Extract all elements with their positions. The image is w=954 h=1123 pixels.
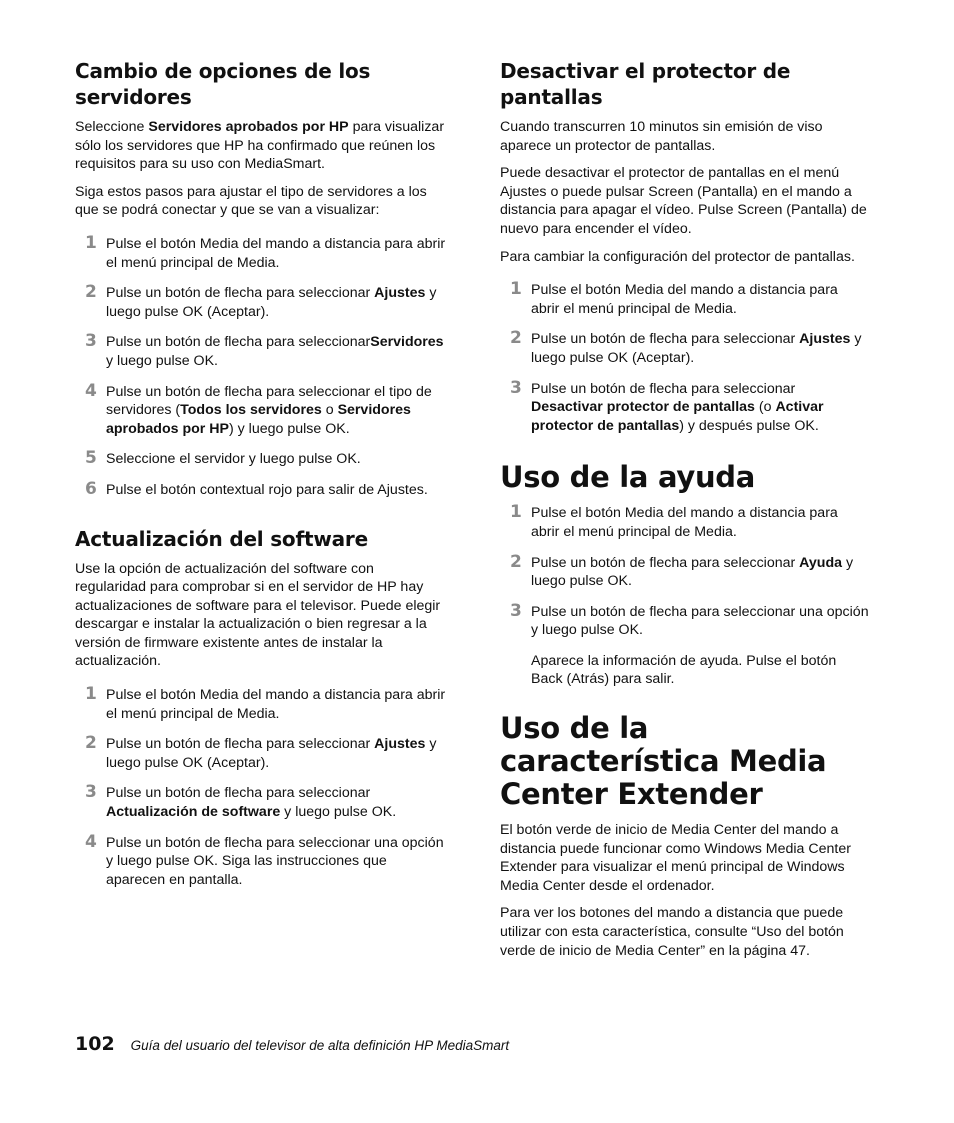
step [500,551,870,591]
text: ) y luego pulse OK. [228,420,350,437]
text: (o [754,399,776,416]
bold-text: Servidores [370,334,444,351]
step-number: 2 [85,282,97,303]
text: Pulse el botón Media del mando a distancia para abrir el menú principal de Media. [531,282,838,317]
paragraph: Para ver los botones del mando a distancia que puede utilizar con esta característica, consulte “Uso del botón verde de inicio de Media Center” en la página 47. [500,905,844,959]
text: Pulse el botón Media del mando a distancia para abrir el menú principal de Media. [106,235,446,271]
steps-list [75,232,447,500]
step-number: 2 [510,328,522,349]
step-number: 5 [85,448,97,469]
text: Pulse un botón de flecha para seleccionar [106,736,375,753]
heading-server-options: Cambio de opciones de los servidores [75,59,371,109]
text: y luego pulse OK. [280,804,397,821]
step-number: 4 [85,831,97,852]
step [75,450,447,469]
paragraph: Siga estos pasos para ajustar el tipo de servidores a los que se podrá conectar y que se van a visualizar: [75,183,427,219]
step [500,504,870,541]
heading-help: Uso de la ayuda [500,460,756,495]
step [500,600,870,640]
step [75,735,447,772]
page-number: 102 [75,1033,115,1055]
text: Pulse un botón de flecha para seleccionar [531,380,796,397]
step [75,232,447,272]
step [500,281,870,318]
step [75,380,447,439]
step-number: 3 [85,782,97,803]
text: Pulse el botón Media del mando a distancia para abrir el menú principal de Media. [531,505,838,540]
step [75,284,447,321]
step-number: 6 [85,478,97,499]
step [500,377,870,436]
bold-text: Activar protector de pantallas [531,399,824,434]
step-number: 1 [510,502,522,523]
bold-text: Todos los servidores [180,402,322,419]
text: Pulse un botón de flecha para seleccionar [106,334,371,351]
bold-text: Servidores aprobados por HP [148,119,349,135]
step [75,784,447,821]
steps-list [75,686,447,889]
step [75,831,447,890]
paragraph [75,118,447,174]
text: o [321,402,338,419]
step [75,333,447,370]
right-column [500,58,870,969]
heading-media-center-extender: Uso de la característica Media Center Extender [500,711,827,812]
bold-text: Ayuda [799,554,843,571]
text: Pulse un botón de flecha para seleccionar [106,785,371,802]
text: Pulse un botón de flecha para seleccionar [531,331,800,348]
step-number: 1 [85,232,97,253]
bold-text: Ajustes [374,736,426,753]
bold-text: Servidores aprobados por HP [106,402,411,437]
text: Pulse un botón de flecha para seleccionar [531,554,800,571]
text: y luego pulse OK (Aceptar). [106,285,437,320]
paragraph: Puede desactivar el protector de pantallas en el menú Ajustes o puede pulsar Screen (Pantalla) en el mando a distancia para apagar el vídeo. Pulse Screen (Pantalla) de nuevo para encender el vídeo. [500,165,867,237]
text: Pulse un botón de flecha para seleccionar el tipo de servidores ( [106,383,432,419]
bold-text: Ajustes [374,285,426,302]
step [500,330,870,367]
text: y luego pulse OK (Aceptar). [106,736,437,771]
step-number: 2 [85,733,97,754]
bold-text: Ajustes [799,331,851,348]
step [75,686,447,723]
heading-screensaver: Desactivar el protector de pantallas [500,59,791,109]
text: y luego pulse OK (Aceptar). [531,331,862,366]
text: y luego pulse OK. [106,352,218,369]
text: Pulse un botón de flecha para seleccionar una opción y luego pulse OK. [531,603,869,639]
text: Pulse el botón Media del mando a distancia para abrir el menú principal de Media. [106,687,446,722]
help-note: Aparece la información de ayuda. Pulse el botón Back (Atrás) para salir. [531,652,837,688]
steps-list [500,504,870,640]
text: Seleccione el servidor y luego pulse OK. [106,451,361,468]
bold-text: Desactivar protector de pantallas [531,399,755,416]
step-number: 3 [510,600,522,621]
step-number: 1 [510,279,522,300]
heading-software-update: Actualización del software [75,526,368,551]
step [75,478,447,500]
text: ) y después pulse OK. [679,417,819,434]
text: para visualizar sólo los servidores que HP ha confirmado que reúnen los requisitos para su uso con MediaSmart. [75,119,445,173]
bold-text: Actualización de software [106,804,281,821]
steps-list [500,281,870,435]
paragraph: El botón verde de inicio de Media Center del mando a distancia puede funcionar como Windows Media Center Extender para visualizar el menú principal de Windows Media Center desde el ordenador. [500,822,851,894]
text: y luego pulse OK. [531,554,854,590]
step-number: 3 [85,331,97,352]
step-number: 4 [85,380,97,401]
paragraph: Para cambiar la configuración del protector de pantallas. [500,248,855,265]
text: Seleccione [75,119,149,135]
page-footer [75,1033,509,1055]
footer-title: Guía del usuario del televisor de alta definición HP MediaSmart [130,1038,510,1053]
step-number: 3 [510,377,522,398]
text: Pulse un botón de flecha para seleccionar [106,285,375,302]
paragraph: Cuando transcurren 10 minutos sin emisión de viso aparece un protector de pantallas. [500,119,823,154]
paragraph: Use la opción de actualización del software con regularidad para comprobar si en el servidor de HP hay actualizaciones de software para el televisor. Puede elegir descargar e instalar la actualización o bien regresar a la versión de firmware existente antes de instalar la actualización. [75,560,441,670]
left-column [75,58,447,901]
step-number: 2 [510,551,522,572]
text: Pulse el botón contextual rojo para salir de Ajustes. [106,481,428,498]
step-number: 1 [85,684,97,705]
text: Pulse un botón de flecha para seleccionar una opción y luego pulse OK. Siga las instrucciones que aparecen en pantalla. [106,834,444,888]
